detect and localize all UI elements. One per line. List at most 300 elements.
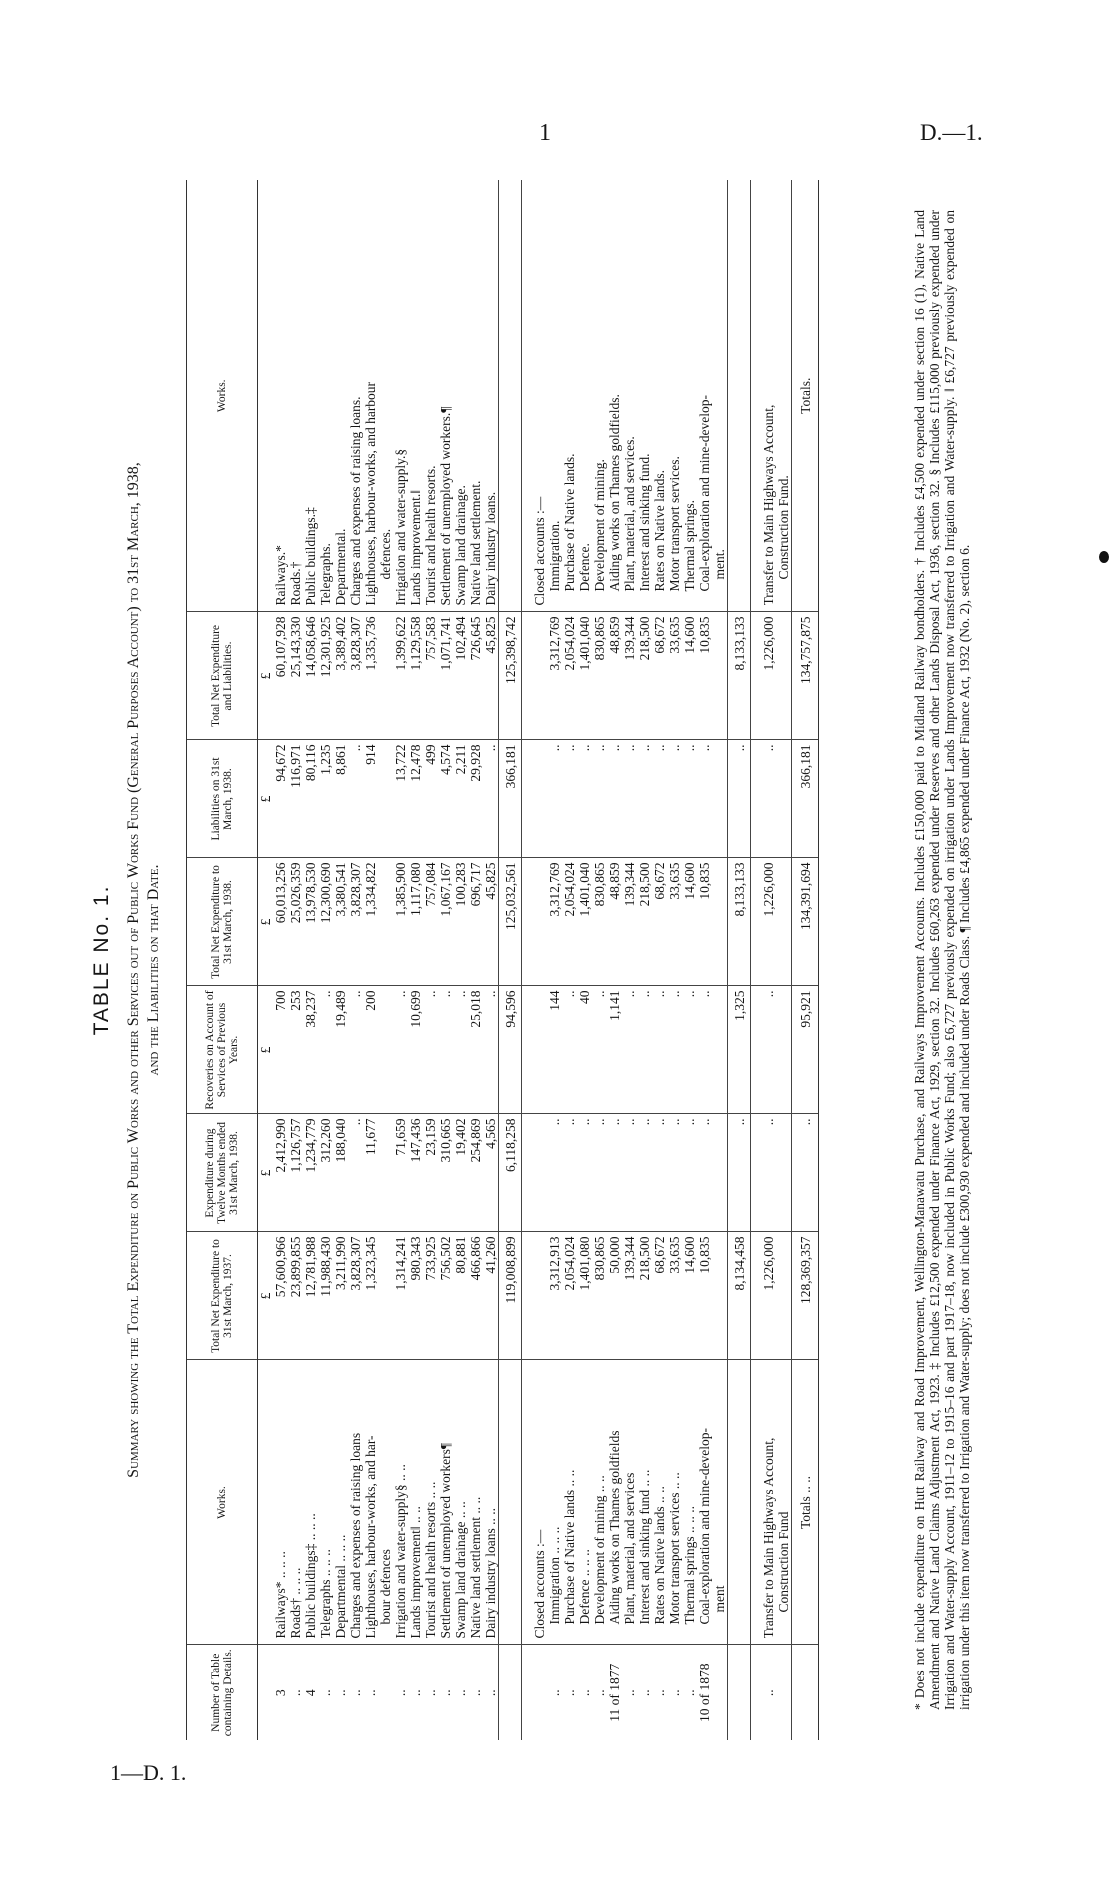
cell: 25,026,359 [288,862,303,924]
cell: 3,211,990 [333,1236,348,1290]
cell: 310,665 [438,1118,453,1163]
cell: Irrigation and water-supply.§ [393,448,408,606]
cell: 1,334,822 [363,862,378,917]
cell: 25,143,330 [288,616,303,678]
cell: Immigration. [547,520,562,592]
cell: Charges and expenses of raising loans [348,1432,363,1639]
cell: Swamp land drainage .. .. [453,1501,468,1639]
totals-liabilities: 366,181 [792,740,819,858]
cell: .. [363,1689,378,1697]
cell [532,617,547,736]
cell: 2,054,024 [562,862,577,917]
cell: 1,235 [318,744,333,775]
cell: .. [577,1118,592,1126]
cell: .. [423,990,438,998]
cell: Construction Fund. [776,475,791,580]
cell: .. [682,1689,697,1697]
cell: 3,389,402 [333,616,348,671]
totals-total-1937: 128,369,357 [792,1232,819,1360]
cell: 733,925 [423,1236,438,1281]
cell: 14,600 [682,616,697,654]
cell: .. [697,990,712,998]
cell: 10,835 [697,1236,712,1274]
totals-label: Totals .. .. [792,1360,819,1645]
cell: 1,129,558 [408,616,423,671]
cell: Coal-exploration and mine-develop- [697,1428,712,1625]
s1-works-col [258,1360,499,1645]
cell: 1,126,757 [288,1118,303,1173]
cell: 1,399,622 [393,616,408,671]
header-total-1937: Total Net Expenditure to 31st March, 1937. [187,1232,258,1360]
cell: .. [423,1689,438,1697]
cell: 499 [423,744,438,765]
cell: .. [288,1689,303,1697]
cell: 1,314,241 [393,1236,408,1291]
cell: Immigration .. .. .. [547,1526,562,1625]
cell: 60,013,256 [273,862,288,924]
cell: 147,436 [408,1118,423,1163]
transfer-expenditure-year: .. [761,1114,792,1232]
cell: .. [592,744,607,752]
transfer-number: .. [761,1689,776,1697]
cell [258,184,273,606]
footer-reference: 1—D. 1. [110,1760,187,1785]
s1-total-with-liab-col [258,612,499,740]
cell: .. [348,1118,363,1126]
cell: 253 [288,990,303,1011]
cell: 3,380,541 [333,862,348,917]
cell: .. [607,744,622,752]
cell: 33,635 [667,616,682,654]
cell: Plant, material, and services. [622,436,637,592]
cell: Tourist and health resorts .. .. [423,1481,438,1639]
cell: 23,159 [423,1118,438,1156]
cell: .. [697,744,712,752]
cell: .. [318,1689,333,1697]
subtotal-1-total-1937: 119,008,899 [499,1232,522,1360]
cell: Lands improvement‖ .. .. [408,1506,423,1639]
transfer-works-right [761,180,792,612]
cell: Native land settlement .. .. [468,1496,483,1639]
cell: 1,071,741 [438,616,453,671]
cell: defences. [378,528,393,580]
cell: Roads.† [288,561,303,606]
cell: .. [453,1689,468,1697]
s2-works-col [532,1360,728,1645]
cell: .. [547,1689,562,1697]
cell: .. [667,990,682,998]
subtotal-2-total-1938: 8,133,133 [728,858,751,986]
cell: .. [483,744,498,752]
cell [532,745,547,854]
cell: 696,717 [468,862,483,907]
subtotal-2-liabilities: .. [728,740,751,858]
cell: 218,500 [637,616,652,661]
cell: £ [258,1169,273,1177]
transfer-total-1938: 1,226,000 [761,858,792,986]
cell: 3,828,307 [348,862,363,917]
cell [378,617,393,736]
cell: 200 [363,990,378,1011]
cell: Telegraphs .. .. .. [318,1549,333,1639]
s1-number-col [258,1645,499,1740]
cell: 4,574 [438,744,453,775]
expenditure-table [186,180,819,1740]
cell: 1,141 [607,990,622,1021]
cell: 3,312,769 [547,616,562,671]
cell: Departmental. [333,528,348,606]
cell: ment [712,1585,727,1613]
cell: 14,058,646 [303,616,318,678]
cell: 139,344 [622,1236,637,1281]
header-row [187,180,258,1740]
cell: 830,865 [592,616,607,661]
cell: .. [697,1118,712,1126]
cell: .. [652,990,667,998]
cell: 40 [577,990,592,1004]
cell: Charges and expenses of raising loans. [348,396,363,606]
cell: Native land settlement. [468,480,483,606]
cell: .. [393,990,408,998]
summary-line-2: and the Liabilities on that Date. [145,864,162,1076]
cell: £ [258,918,273,926]
cell: 25,018 [468,990,483,1028]
subtotal-1-total-1938: 125,032,561 [499,858,522,986]
cell [712,991,727,1110]
cell: .. [682,1118,697,1126]
cell: 4 [303,1689,318,1697]
cell [378,991,393,1110]
cell: 14,600 [682,1236,697,1274]
cell: 1,067,167 [438,862,453,917]
cell: 3,828,307 [348,616,363,671]
cell: 48,859 [607,616,622,654]
cell: .. [333,1689,348,1697]
cell: 2,211 [453,744,468,775]
cell: 3,312,913 [547,1236,562,1291]
cell: Defence .. .. .. [577,1549,592,1625]
header-expenditure-year: Expenditure during Twelve Months ended 31st March, 1938. [187,1114,258,1232]
cell: bour defences [378,1549,393,1625]
header-liabilities: Liabilities on 31st March, 1938. [187,740,258,858]
cell: Thermal springs. [682,500,697,592]
subtotal-2-recoveries: 1,325 [728,986,751,1114]
cell: 38,237 [303,990,318,1028]
cell: 11,677 [363,1118,378,1156]
cell: 94,672 [273,744,288,782]
footnotes: * Does not include expenditure on Hutt Railway and Road Improvement, Wellington-Manawatu Purchase, and Railways Improvement Accounts. Includes £150,000 paid to Midland Railway bondholders. † Includes £4,500 expended under section 16 (1), Native Land Amendment and Native Land Claims Adjustment Act, 1923. ‡ Includes £12,500 expended under Finance Act, 1929, section 32. Includes £60,263 expended under Reserves and other Lands Disposal Act, 1936, section 32. § Includes £115,000 previously expended under Irrigation and Water-supply Account, 1911–12 to 1915–16 and part 1917–18, now included in Public Works Fund; also £6,727 previously expended on irrigation under Lands Improvement now transferred to Irrigation and Water-supply. ‖ £6,727 previously expended on irrigation under this item now transferred to Irrigation and Water-supply; does not include £300,930 expended and included under Roads Class. ¶ Includes £4,865 expended under Finance Act, 1932 (No. 2), section 6. [912,210,972,1710]
cell: .. [393,1689,408,1697]
cell: 218,500 [637,1236,652,1281]
cell: £ [258,795,273,803]
cell [378,1650,393,1737]
cell [258,1365,273,1639]
cell: .. [592,1118,607,1126]
cell: 756,502 [438,1236,453,1281]
cell: 700 [273,990,288,1011]
cell: Construction Fund [776,1511,791,1613]
totals-total-with-liab: 134,757,875 [792,612,819,740]
cell: .. [468,1689,483,1697]
cell [532,1119,547,1228]
totals-total-1938: 134,391,694 [792,858,819,986]
cell: 1,234,779 [303,1118,318,1173]
cell: Purchase of Native lands .. .. [562,1469,577,1625]
cell: 19,489 [333,990,348,1028]
header-number: Number of Table containing Details. [187,1645,258,1740]
cell [532,1237,547,1356]
subtotal-1-total-with-liab: 125,398,742 [499,612,522,740]
cell: .. [622,990,637,998]
cell: .. [667,1118,682,1126]
cell: .. [622,744,637,752]
cell: Settlement of unemployed workers¶ [438,1443,453,1639]
cell: 188,040 [333,1118,348,1163]
page-number: 1 [539,120,551,146]
cell: 3 [273,1689,288,1697]
summary-line-1: Summary showing the Total Expenditure on Public Works and other Services out of Public Works Fund (General Purposes Account) to 31st March, 1938, [125,462,142,1478]
cell: .. [562,744,577,752]
cell: .. [652,744,667,752]
cell: 11,988,430 [318,1236,333,1297]
cell [712,1237,727,1356]
cell: Motor transport services .. .. [667,1472,682,1625]
cell: 100,283 [453,862,468,907]
s1-total-1937-col [258,1232,499,1360]
subtotal-2-expenditure-year: .. [728,1114,751,1232]
table-title: TABLE No. 1. [90,884,113,1036]
cell: 2,054,024 [562,1236,577,1291]
cell: Aiding works on Thames goldfields. [607,394,622,592]
cell [712,1650,727,1737]
cell: £ [258,672,273,680]
section-2-body [532,180,728,1740]
s2-number-col [532,1645,728,1740]
cell: Dairy industry loans. [483,491,498,606]
cell: 144 [547,990,562,1011]
cell: 23,899,855 [288,1236,303,1298]
s2-works-right-col [532,180,728,612]
s2-total-1937-col [532,1232,728,1360]
cell: Departmental .. .. .. [333,1534,348,1639]
cell: Motor transport services. [667,456,682,592]
cell: 13,722 [393,744,408,782]
cell: Closed accounts :— [532,496,547,606]
cell: Public buildings.‡ [303,507,318,606]
cell: 41,260 [483,1236,498,1274]
cell: .. [562,1118,577,1126]
cell: 830,865 [592,862,607,907]
cell: £ [258,1046,273,1054]
totals-expenditure-year: .. [792,1114,819,1232]
cell: Development of mining .. .. [592,1475,607,1625]
cell: .. [483,990,498,998]
cell: Closed accounts :— [532,1529,547,1639]
cell: 254,869 [468,1118,483,1163]
s1-recoveries-col [258,986,499,1114]
cell: 8,861 [333,744,348,775]
cell: Thermal springs .. .. .. [682,1506,697,1625]
cell: .. [348,1689,363,1697]
cell: 4,565 [483,1118,498,1149]
cell: .. [562,990,577,998]
cell: 139,344 [622,616,637,661]
cell: ment. [712,549,727,580]
subtotal-1-expenditure-year: 6,118,258 [499,1114,522,1232]
cell: 80,881 [453,1236,468,1274]
cell: .. [682,744,697,752]
cell: .. [562,1689,577,1697]
cell: 12,300,690 [318,862,333,924]
cell: 12,301,925 [318,616,333,678]
cell: 60,107,928 [273,616,288,678]
cell: 80,116 [303,744,318,782]
cell: £ [258,1292,273,1300]
cell: 312,260 [318,1118,333,1163]
header-recoveries: Recoveries on Account of Services of Previous Years. [187,986,258,1114]
cell: .. [592,990,607,998]
cell: Telegraphs. [318,543,333,606]
cell: 10,699 [408,990,423,1028]
cell [258,1650,273,1737]
cell: .. [622,1118,637,1126]
subtotal-1-row [499,180,522,1740]
cell: .. [682,990,697,998]
cell: 68,672 [652,616,667,654]
transfer-row [761,180,792,1740]
cell: .. [637,1689,652,1697]
transfer-total-1937: 1,226,000 [761,1232,792,1360]
cell: 68,672 [652,1236,667,1274]
cell: .. [348,744,363,752]
cell: .. [438,1689,453,1697]
cell: Roads† .. .. .. [288,1567,303,1639]
cell: .. [652,1118,667,1126]
cell [532,1650,547,1737]
document-reference: D.—1. [920,120,983,145]
transfer-liabilities: .. [761,740,792,858]
cell [712,617,727,736]
header-total-1938: Total Net Expenditure to 31st March, 1938. [187,858,258,986]
cell [378,1119,393,1228]
cell [712,863,727,982]
s2-liabilities-col [532,740,728,858]
cell [532,863,547,982]
cell: 11 of 1877 [607,1663,622,1722]
cell: 33,635 [667,862,682,900]
cell: Interest and sinking fund .. .. [637,1469,652,1625]
s1-liabilities-col [258,740,499,858]
cell: .. [667,744,682,752]
s2-recoveries-col [532,986,728,1114]
cell: Purchase of Native lands. [562,453,577,592]
cell: Lighthouses, harbour-works, and harbour [363,381,378,606]
cell: 1,323,345 [363,1236,378,1291]
cell: 12,781,988 [303,1236,318,1298]
cell: 757,084 [423,862,438,907]
s2-total-with-liab-col [532,612,728,740]
cell: Lands improvement.‖ [408,489,423,606]
s2-total-1938-col [532,858,728,986]
cell: Swamp land drainage. [453,485,468,606]
subtotal-2-total-with-liab: 8,133,133 [728,612,751,740]
cell: Development of mining. [592,459,607,592]
cell: .. [483,1689,498,1697]
cell [378,863,393,982]
cell: 1,335,736 [363,616,378,671]
cell: .. [408,1689,423,1697]
cell: .. [547,744,562,752]
cell: 71,659 [393,1118,408,1156]
cell: 68,672 [652,862,667,900]
subtotal-1-liabilities: 366,181 [499,740,522,858]
s1-works-right-col [258,180,499,612]
cell: Interest and sinking fund. [637,453,652,592]
cell: .. [667,1689,682,1697]
cell [712,745,727,854]
cell: .. [637,744,652,752]
cell: 466,866 [468,1236,483,1281]
cell: Railways.* [273,545,288,606]
cell: Rates on Native lands .. .. [652,1486,667,1625]
totals-recoveries: 95,921 [792,986,819,1114]
transfer-works [761,1360,792,1645]
header-works: Works. [187,1360,258,1645]
transfer-recoveries: .. [761,986,792,1114]
cell: Railways* .. .. .. [273,1551,288,1639]
cell: Settlement of unemployed workers.¶ [438,406,453,606]
cell: 10,835 [697,616,712,654]
cell: 45,825 [483,616,498,654]
cell: 3,312,769 [547,862,562,917]
cell [378,1237,393,1356]
cell: Public buildings‡ .. .. .. [303,1513,318,1639]
cell: .. [577,1689,592,1697]
header-works-right: Works. [187,180,258,612]
s1-total-1938-col [258,858,499,986]
cell: 14,600 [682,862,697,900]
cell: 830,865 [592,1236,607,1281]
cell: 102,494 [453,616,468,661]
section-1-body [258,180,499,1740]
cell: Dairy industry loans .. .. [483,1508,498,1639]
cell: 757,583 [423,616,438,661]
cell: 980,343 [408,1236,423,1281]
cell: Rates on Native lands. [652,470,667,592]
cell: .. [637,1118,652,1126]
cell: 2,054,024 [562,616,577,671]
cell [532,991,547,1110]
cell: .. [622,1689,637,1697]
subtotal-2-total-1937: 8,134,458 [728,1232,751,1360]
cell: 29,928 [468,744,483,782]
ink-dot [1099,551,1109,563]
cell [712,1119,727,1228]
cell: 218,500 [637,862,652,907]
table-summary [124,220,164,1720]
cell: .. [577,744,592,752]
cell: 139,344 [622,862,637,907]
transfer-total-with-liab: 1,226,000 [761,612,792,740]
s1-expenditure-year-col [258,1114,499,1232]
rotated-table-page [90,170,1090,1750]
cell: 33,635 [667,1236,682,1274]
totals-row [792,180,819,1740]
cell: Irrigation and water-supply§ .. .. [393,1464,408,1639]
cell: .. [438,990,453,998]
cell: .. [607,1118,622,1126]
cell: .. [547,1118,562,1126]
